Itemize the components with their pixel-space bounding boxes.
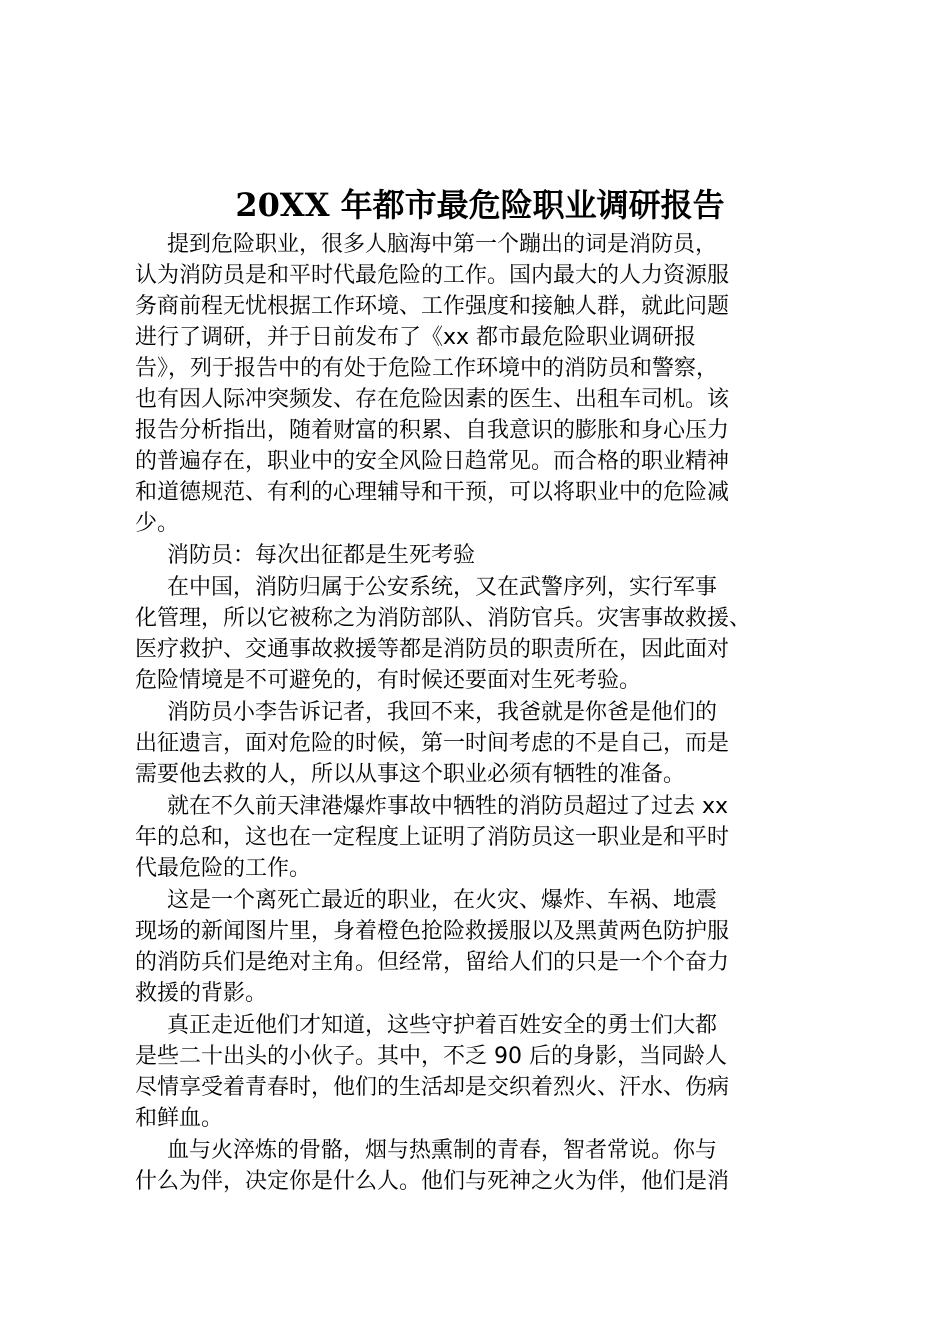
text-line: 需要他去救的人，所以从事这个职业必须有牺牲的准备。 xyxy=(135,762,686,787)
paragraph-china-fire-service xyxy=(135,572,825,696)
text-line: 年的总和，这也在一定程度上证明了消防员这一职业是和平时 xyxy=(135,825,730,850)
text-line: 认为消防员是和平时代最危险的工作。国内最大的人力资源服 xyxy=(135,263,730,288)
text-line: 这是一个离死亡最近的职业，在火灾、爆炸、车祸、地震 xyxy=(167,888,718,913)
text-line: 化管理，所以它被称之为消防部队、消防官兵。灾害事故救援、 xyxy=(135,606,752,631)
text-line: 医疗救护、交通事故救援等都是消防员的职责所在，因此面对 xyxy=(135,637,730,662)
text-line: 就在不久前天津港爆炸事故中牺牲的消防员超过了过去 xx xyxy=(167,794,729,819)
text-line: 务商前程无忧根据工作环境、工作强度和接触人群，就此问题 xyxy=(135,294,730,319)
text-line: 在中国，消防归属于公安系统，又在武警序列，实行军事 xyxy=(167,575,718,600)
document-title: 20XX 年都市最危险职业调研报告 xyxy=(235,186,725,224)
text-line: 的消防兵们是绝对主角。但经常，留给人们的只是一个个奋力 xyxy=(135,950,730,975)
text-line: 是些二十出头的小伙子。其中，不乏 90 后的身影，当同龄人 xyxy=(135,1044,727,1069)
paragraph-blood-and-fire xyxy=(135,1135,825,1197)
text-line: 血与火淬炼的骨骼，烟与热熏制的青春，智者常说。你与 xyxy=(167,1138,718,1163)
text-line: 消防员：每次出征都是生死考验 xyxy=(167,543,476,568)
text-line: 提到危险职业，很多人脑海中第一个蹦出的词是消防员， xyxy=(167,232,718,257)
text-line: 什么为伴，决定你是什么人。他们与死神之火为伴，他们是消 xyxy=(135,1169,730,1194)
text-line: 代最危险的工作。 xyxy=(135,856,312,881)
text-line: 消防员小李告诉记者，我回不来，我爸就是你爸是他们的 xyxy=(167,700,718,725)
text-line: 现场的新闻图片里，身着橙色抢险救援服以及黑黄两色防护服 xyxy=(135,919,730,944)
paragraph-tianjin xyxy=(135,791,825,884)
text-line: 也有因人际冲突频发、存在危险因素的医生、出租车司机。该 xyxy=(135,387,730,412)
text-line: 的普遍存在，职业中的安全风险日趋常见。而合格的职业精神 xyxy=(135,449,730,474)
text-line: 报告分析指出，随着财富的积累、自我意识的膨胀和身心压力 xyxy=(135,418,730,443)
text-line: 尽情享受着青春时，他们的生活却是交织着烈火、汗水、伤病 xyxy=(135,1075,730,1100)
paragraph-xiao-li xyxy=(135,697,825,790)
text-line: 和鲜血。 xyxy=(135,1106,224,1131)
text-line: 告》，列于报告中的有处于危险工作环境中的消防员和警察， xyxy=(135,356,719,381)
paragraph-closest-to-death xyxy=(135,885,825,1009)
document-body xyxy=(135,229,825,1197)
text-line: 进行了调研，并于日前发布了《xx 都市最危险职业调研报 xyxy=(135,325,697,350)
section-heading-firefighter xyxy=(135,540,825,571)
text-line: 和道德规范、有利的心理辅导和干预，可以将职业中的危险减 xyxy=(135,480,730,505)
paragraph-intro xyxy=(135,229,825,539)
text-line: 真正走近他们才知道，这些守护着百姓安全的勇士们大都 xyxy=(167,1013,718,1038)
text-line: 危险情境是不可避免的，有时候还要面对生死考验。 xyxy=(135,668,642,693)
paragraph-young-men xyxy=(135,1010,825,1134)
text-line: 救援的背影。 xyxy=(135,981,268,1006)
text-line: 少。 xyxy=(135,511,180,536)
text-line: 出征遗言，面对危险的时候，第一时间考虑的不是自己，而是 xyxy=(135,731,730,756)
